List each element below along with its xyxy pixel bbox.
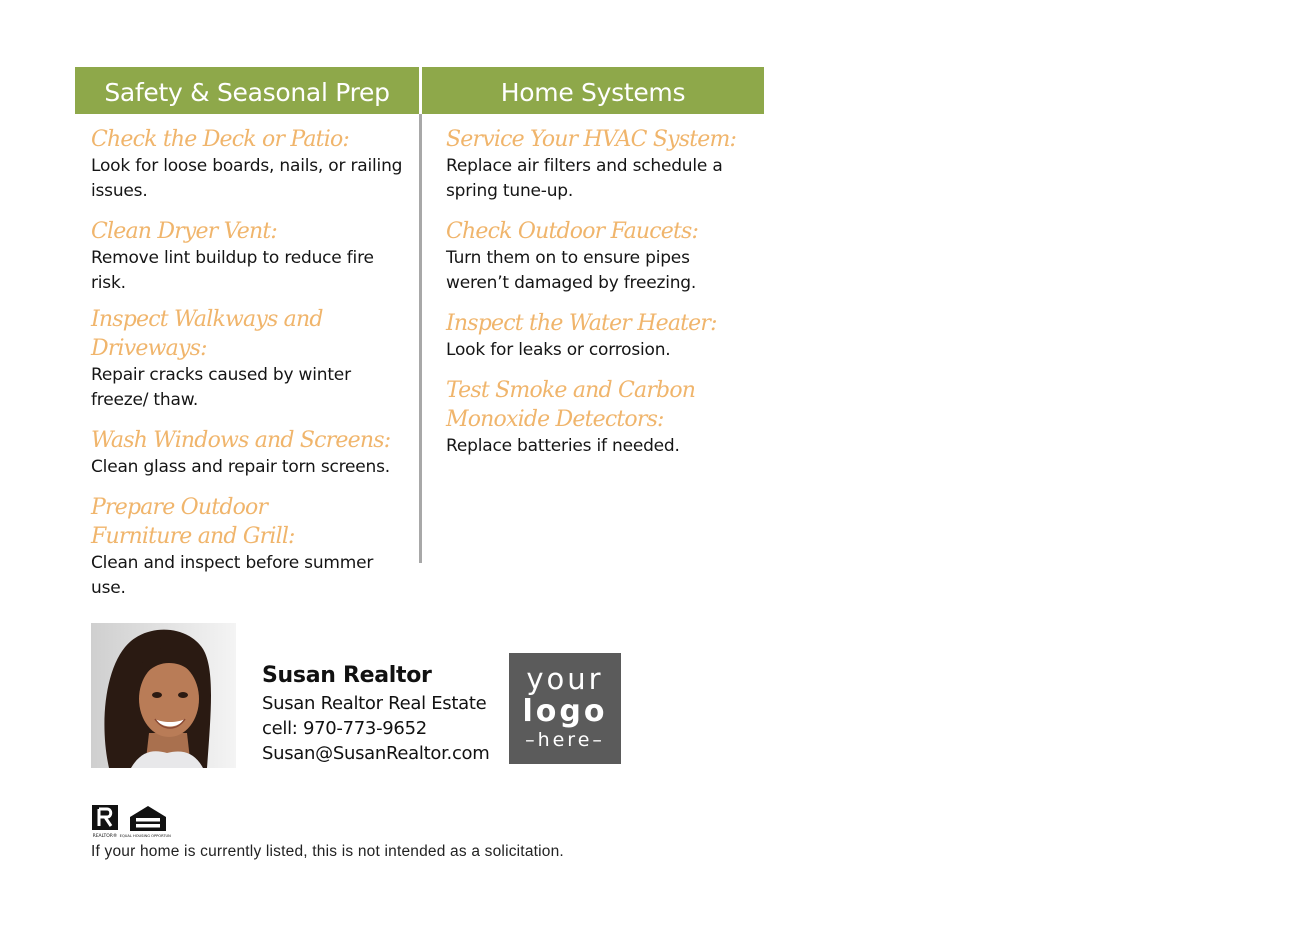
equal-housing-icon <box>120 806 171 838</box>
tip-body: Look for leaks or corrosion. <box>446 340 671 360</box>
tip-title: Wash Windows and Screens: <box>91 428 391 453</box>
tip-title: Inspect Walkways and Driveways: <box>91 307 323 361</box>
tip-body: Replace air filters and schedule a spring tune-up. <box>446 156 723 201</box>
tip-body: Clean and inspect before summer use. <box>91 553 374 598</box>
tip-body: Clean glass and repair torn screens. <box>91 457 390 477</box>
header-safety-seasonal-prep: Safety & Seasonal Prep <box>75 67 419 114</box>
agent-cell: cell: 970-773-9652 <box>262 718 427 739</box>
tip-item <box>446 376 756 459</box>
tip-title: Inspect the Water Heater: <box>446 311 717 336</box>
tip-title: Check Outdoor Faucets: <box>446 219 699 244</box>
disclaimer-text: If your home is currently listed, this is not intended as a solicitation. <box>91 843 564 860</box>
tip-item <box>446 217 756 296</box>
tip-title: Service Your HVAC System: <box>446 127 737 152</box>
tip-title: Prepare Outdoor Furniture and Grill: <box>91 495 295 549</box>
tip-body: Remove lint buildup to reduce fire risk. <box>91 248 374 293</box>
tip-item <box>91 305 409 413</box>
logo-line-your: your <box>526 662 604 696</box>
tip-item <box>446 125 756 204</box>
tip-body: Repair cracks caused by winter freeze/ thaw. <box>91 365 351 410</box>
realtor-mark-text: REALTOR® <box>92 834 118 839</box>
tip-title: Test Smoke and Carbon Monoxide Detectors: <box>446 378 696 432</box>
agent-photo <box>91 623 236 768</box>
tip-item <box>91 125 409 204</box>
agent-company: Susan Realtor Real Estate <box>262 693 487 714</box>
tip-body: Look for loose boards, nails, or railing issues. <box>91 156 403 201</box>
compliance-icons <box>91 804 171 840</box>
agent-info <box>262 661 502 766</box>
column-divider <box>419 67 422 563</box>
tip-item <box>91 217 409 296</box>
agent-name: Susan Realtor <box>262 663 432 688</box>
agent-portrait-icon <box>91 623 236 768</box>
tip-item <box>446 309 756 363</box>
tip-body: Replace batteries if needed. <box>446 436 680 456</box>
left-column <box>91 120 409 601</box>
tip-body: Turn them on to ensure pipes weren’t damaged by freezing. <box>446 248 697 293</box>
agent-email[interactable]: Susan@SusanRealtor.com <box>262 743 490 764</box>
realtor-r-icon <box>91 804 171 840</box>
tip-title: Check the Deck or Patio: <box>91 127 350 152</box>
equal-housing-text: EQUAL HOUSING OPPORTUNITY <box>119 834 171 838</box>
tip-item <box>91 493 409 601</box>
tip-title: Clean Dryer Vent: <box>91 219 277 244</box>
right-column <box>446 120 756 459</box>
logo-placeholder <box>509 653 621 764</box>
logo-line-logo: logo <box>522 694 608 729</box>
tip-item <box>91 426 409 480</box>
header-home-systems: Home Systems <box>422 67 764 114</box>
logo-line-here: –here– <box>525 729 605 751</box>
